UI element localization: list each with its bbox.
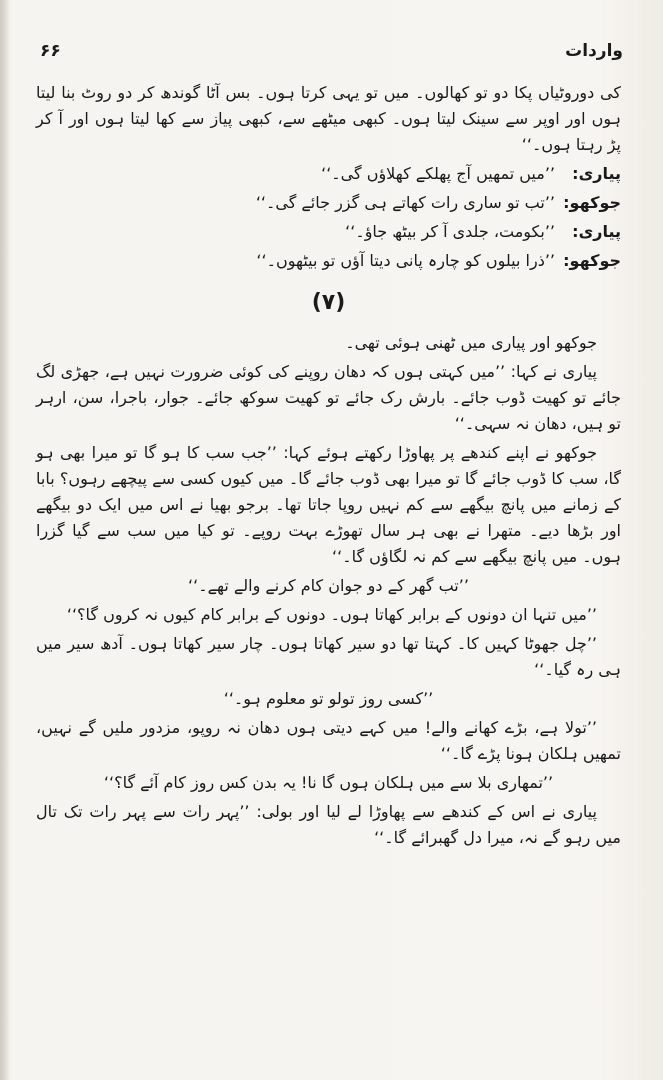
body-paragraph: پیاری نے کہا: ’’میں کہتی ہوں کہ دھان روپنے کی کوئی ضرورت نہیں ہے، جھڑی لگ جائے تو کھیت ڈوب جائے۔ بارش رک جائے تو کھیت سوکھ جائے۔ جوار، باجرا، سن، ارہر تو ہیں، دھان نہ سہی۔‘‘ bbox=[36, 362, 621, 433]
speaker-name: جوکھو: bbox=[563, 251, 621, 270]
dialogue-text: ’’ذرا بیلوں کو چارہ پانی دیتا آؤں تو بیٹھوں۔‘‘ bbox=[256, 251, 555, 270]
dialogue-line bbox=[36, 219, 621, 245]
page-spine-shadow bbox=[0, 0, 10, 1080]
speaker-name: جوکھو: bbox=[563, 193, 621, 212]
body-paragraph: ’’میں تنہا ان دونوں کے برابر کھاتا ہوں۔ دونوں کے برابر کام کیوں نہ کروں گا؟‘‘ bbox=[66, 605, 597, 624]
body-paragraph: ’’چل جھوٹا کہیں کا۔ کہتا تھا دو سیر کھاتا ہوں۔ چار سیر کھاتا ہوں۔ آدھ سیر میں ہی رہ گیا۔‘‘ bbox=[36, 634, 621, 679]
body-paragraph: جوکھو نے اپنے کندھے پر پھاوڑا رکھتے ہوئے کہا: ’’جب سب کا ہو گا تو میرا بھی ہو گا، سب کا ڈوب جائے گا تو میرا بھی ڈوب جائے گا۔ میں کیوں کسی سے پیچھے رہوں؟ بابا کے زمانے میں پانچ بیگھے سے کم نہیں روپا جاتا تھا۔ برجو بھیا نے اس میں ایک دو بیگھے اور بڑھا دیے۔ متھرا نے بھی ہر سال تھوڑے بہت روپے۔ تو کیا میں سب سے گیا گزرا ہوں۔ میں پانچ بیگھے سے کم نہ لگاؤں گا۔‘‘ bbox=[36, 443, 621, 566]
dialogue-line bbox=[36, 161, 621, 187]
section-number: (۷) bbox=[311, 290, 346, 315]
body-paragraph: ’’تب گھر کے دو جوان کام کرنے والے تھے۔‘‘ bbox=[188, 576, 469, 595]
dialogue-text: ’’میں تمھیں آج پھلکے کھلاؤں گی۔‘‘ bbox=[321, 164, 555, 183]
body-paragraph: ’’کسی روز تولو تو معلوم ہو۔‘‘ bbox=[223, 689, 434, 708]
body-paragraph: ’’تمھاری بلا سے میں ہلکان ہوں گا نا! یہ بدن کس روز کام آئے گا؟‘‘ bbox=[103, 773, 554, 792]
running-title: واردات bbox=[565, 41, 623, 61]
dialogue-line bbox=[36, 248, 621, 274]
body-paragraph: جوکھو اور پیاری میں ٹھنی ہوئی تھی۔ bbox=[345, 333, 597, 352]
page-text bbox=[36, 80, 621, 854]
body-paragraph: ’’تولا ہے، بڑے کھانے والے! میں کہے دیتی ہوں دھان نہ روپو، مزدور ملیں گے نہیں، تمھیں ہلکان ہونا پڑے گا۔‘‘ bbox=[36, 718, 621, 763]
opening-paragraph: کی دوروٹیاں پکا دو تو کھالوں۔ میں تو یہی کرتا ہوں۔ بس آٹا گوندھ کر دو روٹ بنا لیتا ہوں اور اوپر سے سینک لیتا ہوں۔ کبھی میٹھے سے، کبھی پیاز سے کھا لیتا ہوں اور آ کر پڑ رہتا ہوں۔‘‘ bbox=[36, 83, 621, 154]
page-header bbox=[40, 36, 623, 66]
dialogue-text: ’’بکومت، جلدی آ کر بیٹھ جاؤ۔‘‘ bbox=[345, 222, 555, 241]
speaker-name: پیاری: bbox=[572, 222, 621, 241]
page-number: ۶۶ bbox=[40, 41, 61, 61]
body-paragraph: پیاری نے اس کے کندھے سے پھاوڑا لے لیا اور بولی: ’’پہر رات سے پہر رات تک تال میں رہو گے نہ، میرا دل گھبرائے گا۔‘‘ bbox=[36, 802, 621, 847]
speaker-name: پیاری: bbox=[572, 164, 621, 183]
dialogue-line bbox=[36, 190, 621, 216]
dialogue-text: ’’تب تو ساری رات کھاتے ہی گزر جائے گی۔‘‘ bbox=[255, 193, 555, 212]
